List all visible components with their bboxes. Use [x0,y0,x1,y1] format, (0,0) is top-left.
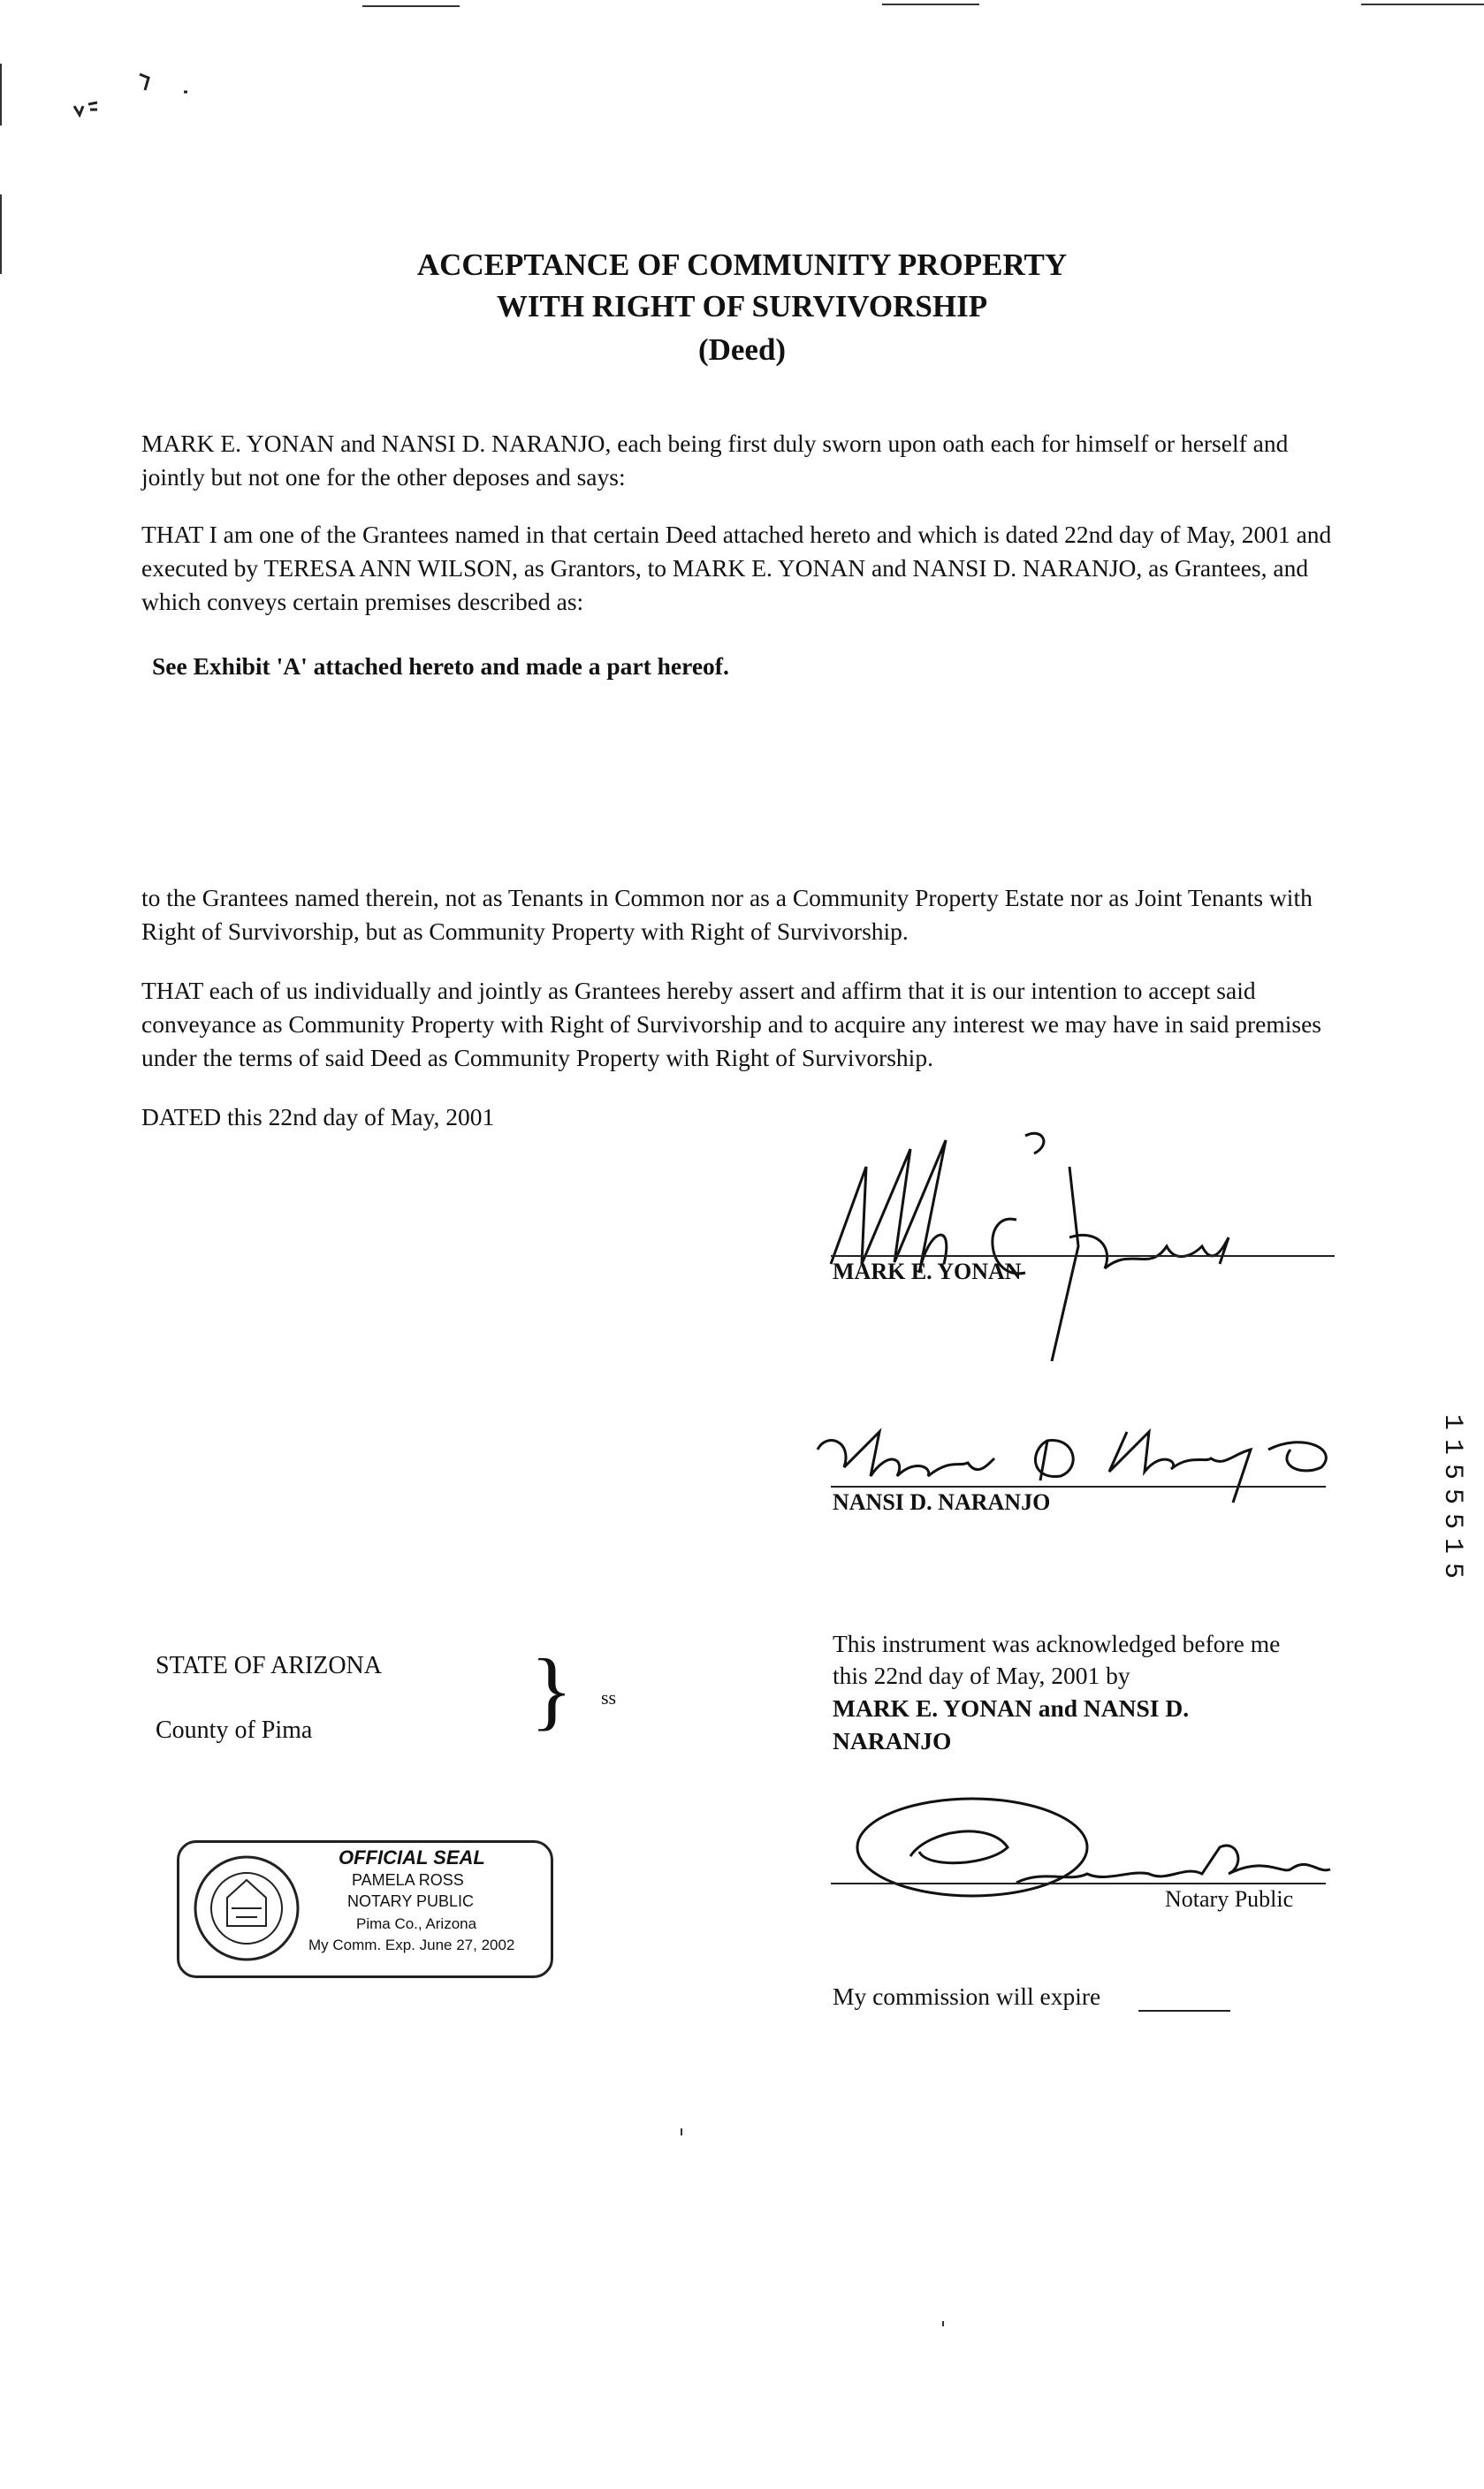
scan-mark-top-1 [362,5,460,7]
commission-expiry-blank [1138,2010,1230,2012]
scan-speck-mark [69,71,210,133]
scan-speck-2 [942,2321,944,2326]
dated-line: DATED this 22nd day of May, 2001 [141,1103,495,1130]
document-title-line-2: WITH RIGHT OF SURVIVORSHIP [496,289,988,323]
margin-recording-stamp: 1155515 [1437,1414,1467,1588]
venue-state: STATE OF ARIZONA [156,1652,382,1679]
acknowledgment-names-1: MARK E. YONAN and NANSI D. [833,1694,1190,1722]
notary-signature-line [831,1883,1326,1884]
seal-location: Pima Co., Arizona [356,1915,477,1932]
grantees-paragraph: to the Grantees named therein, not as Tenants in Common nor as a Community Property Estate nor as Joint Tenants with Right of Survivorship, but as Community Property with Right of Survivorship. [141,884,1313,945]
seal-expiry: My Comm. Exp. June 27, 2002 [308,1937,515,1953]
document-title-line-1: ACCEPTANCE OF COMMUNITY PROPERTY [416,247,1068,282]
seal-name: PAMELA ROSS [352,1871,464,1889]
signature-mark-yonan [813,1114,1273,1379]
state-seal-emblem [192,1853,301,1963]
scan-mark-top-3 [1361,4,1484,5]
signer-name-2: NANSI D. NARANJO [833,1489,1051,1515]
signature-line-1 [831,1255,1335,1257]
commission-expiry-label: My commission will expire [833,1983,1101,2010]
notary-public-label: Notary Public [1165,1886,1294,1912]
exhibit-reference: See Exhibit 'A' attached hereto and made a part hereof. [152,652,729,680]
scan-speck-1 [681,2128,682,2135]
seal-heading: OFFICIAL SEAL [339,1846,485,1869]
intro-paragraph: MARK E. YONAN and NANSI D. NARANJO, each being first duly sworn upon oath each for himself or herself and jointly but not one for the other deposes and says: [141,430,1289,491]
acknowledgment-line-1: This instrument was acknowledged before me [833,1630,1281,1657]
acknowledgment-names-2: NARANJO [833,1727,952,1754]
venue-brace: } [530,1640,573,1739]
scan-mark-top-2 [882,4,979,5]
scan-mark-left-1 [0,64,2,126]
official-seal-stamp [177,1840,553,1978]
document-title-line-3: (Deed) [697,332,787,367]
venue-county: County of Pima [156,1716,313,1744]
acknowledgment-line-2: this 22nd day of May, 2001 by [833,1662,1130,1689]
that-paragraph-2: THAT each of us individually and jointly as Grantees hereby assert and affirm that it is our intention to accept said conveyance as Community Property with Right of Survivorship and to acquire any interest we may have in said premises under the terms of said Deed as Community Property with Right of Survivorship. [141,977,1321,1071]
that-paragraph-1: THAT I am one of the Grantees named in that certain Deed attached hereto and which is dated 22nd day of May, 2001 and executed by TERESA ANN WILSON, as Grantors, to MARK E. YONAN and NANSI D. NARANJO, as Grantees, and which conveys certain premises described as: [141,521,1332,615]
signer-name-1: MARK E. YONAN [833,1259,1022,1284]
signature-line-2 [831,1486,1326,1488]
seal-title: NOTARY PUBLIC [347,1892,475,1910]
venue-ss: ss [601,1686,617,1709]
